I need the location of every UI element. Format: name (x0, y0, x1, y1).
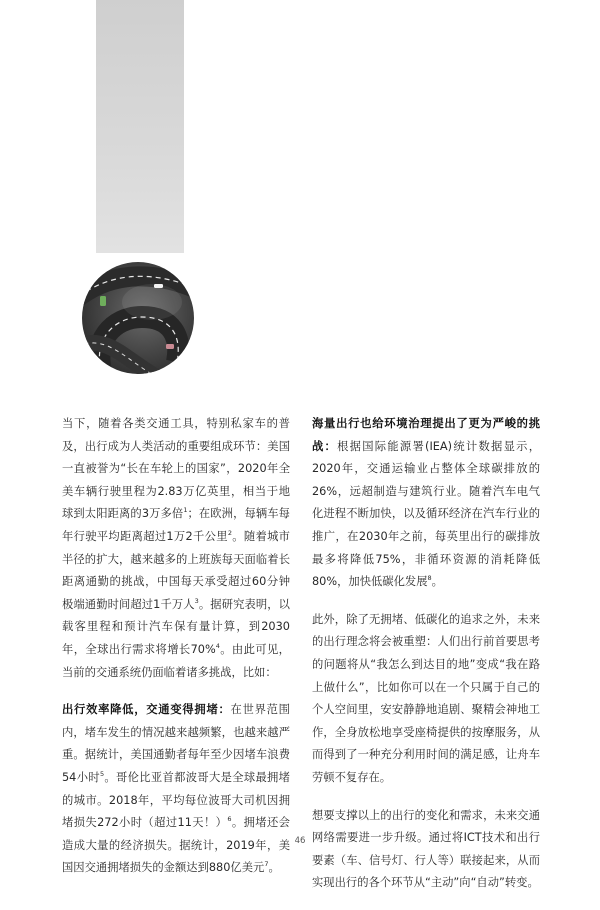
environment-paragraph: 海量出行也给环境治理提出了更为严峻的挑战：根据国际能源署(IEA)统计数据显示，2020年，交通运输业占整体全球碳排放的26%，远超制造与建筑行业。随着汽车电气化进程不断加快，以及循环经济在汽车行业的推广，在2030年之前，每英里出行的碳排放最多将降低75%，非循环资源的消耗降低80%，加快低碳化发展$^8$。 (312, 417, 540, 589)
footnote-ref: 1 (183, 506, 188, 515)
page-number: 46 (294, 836, 306, 846)
footnote-ref: 3 (194, 596, 199, 605)
road-graphic (82, 262, 194, 374)
footnote-ref: 2 (227, 528, 232, 537)
mobility-concept-paragraph: 此外，除了无拥堵、低碳化的追求之外，未来的出行理念将会被重塑：人们出行前首要思考的问题将从“我怎么到达目的地”变成“我在路上做什么”，比如你可以在一个只属于自己的个人空间里，安安静静地追剧、聚精会神地工作，全身放松地享受座椅提供的按摩服务，从而得到了一种充分利用时间的满足感，让舟车劳顿不复存在。 (312, 612, 540, 784)
footnote-ref: 7 (264, 860, 269, 869)
network-upgrade-paragraph: 想要支撑以上的出行的变化和需求，未来交通网络需要进一步升级。通过将ICT技术和出行要素（车、信号灯、行人等）联接起来，从而实现出行的各个环节从“主动”向“自动”转变。 (312, 808, 540, 890)
left-text-column (62, 413, 290, 895)
decorative-gray-bar (96, 0, 184, 253)
congestion-paragraph: 出行效率降低，交通变得拥堵：在世界范围内，堵车发生的情况越来越频繁，也越来越严重。据统计，美国通勤者每年至少因堵车浪费54小时$^5$。哥伦比亚首都波哥大是全球最拥堵的城市。2018年，平均每位波哥大司机因拥堵损失272小时（超过11天！）$^6$。拥堵还会造成大量的经济损失。据统计，2019年，美国因交通拥堵损失的金额达到880亿美元$^7$。 (62, 703, 290, 875)
footnote-ref: 5 (99, 769, 105, 778)
environment-heading: 海量出行也给环境治理提出了更为严峻的挑战： (312, 417, 540, 453)
intro-paragraph: 当下，随着各类交通工具，特别私家车的普及，出行成为人类活动的重要组成环节：美国一直被誉为“长在车轮上的国家”，2020年全美车辆行驶里程为2.83万亿英里，相当于地球到太阳距离的3万多倍$^1$；在欧洲，每辆车每年行驶平均距离超过1万2千公里$^2$。随着城市半径的扩大，越来越多的上班族每天面临着长距离通勤的挑战，中国每天承受超过60分钟极端通勤时间超过1千万人$^3$。据研究表明，以载客里程和预计汽车保有量计算，到2030年，全球出行需求将增长70%$^4$。由此可见，当前的交通系统仍面临着诸多挑战，比如： (62, 417, 290, 679)
curved-road-illustration (82, 262, 194, 374)
footnote-ref: 8 (427, 574, 432, 583)
footnote-ref: 4 (215, 641, 220, 650)
footnote-ref: 6 (227, 815, 232, 824)
congestion-heading: 出行效率降低，交通变得拥堵： (62, 703, 231, 717)
green-car-icon (100, 296, 106, 306)
pink-car-icon (166, 344, 174, 349)
